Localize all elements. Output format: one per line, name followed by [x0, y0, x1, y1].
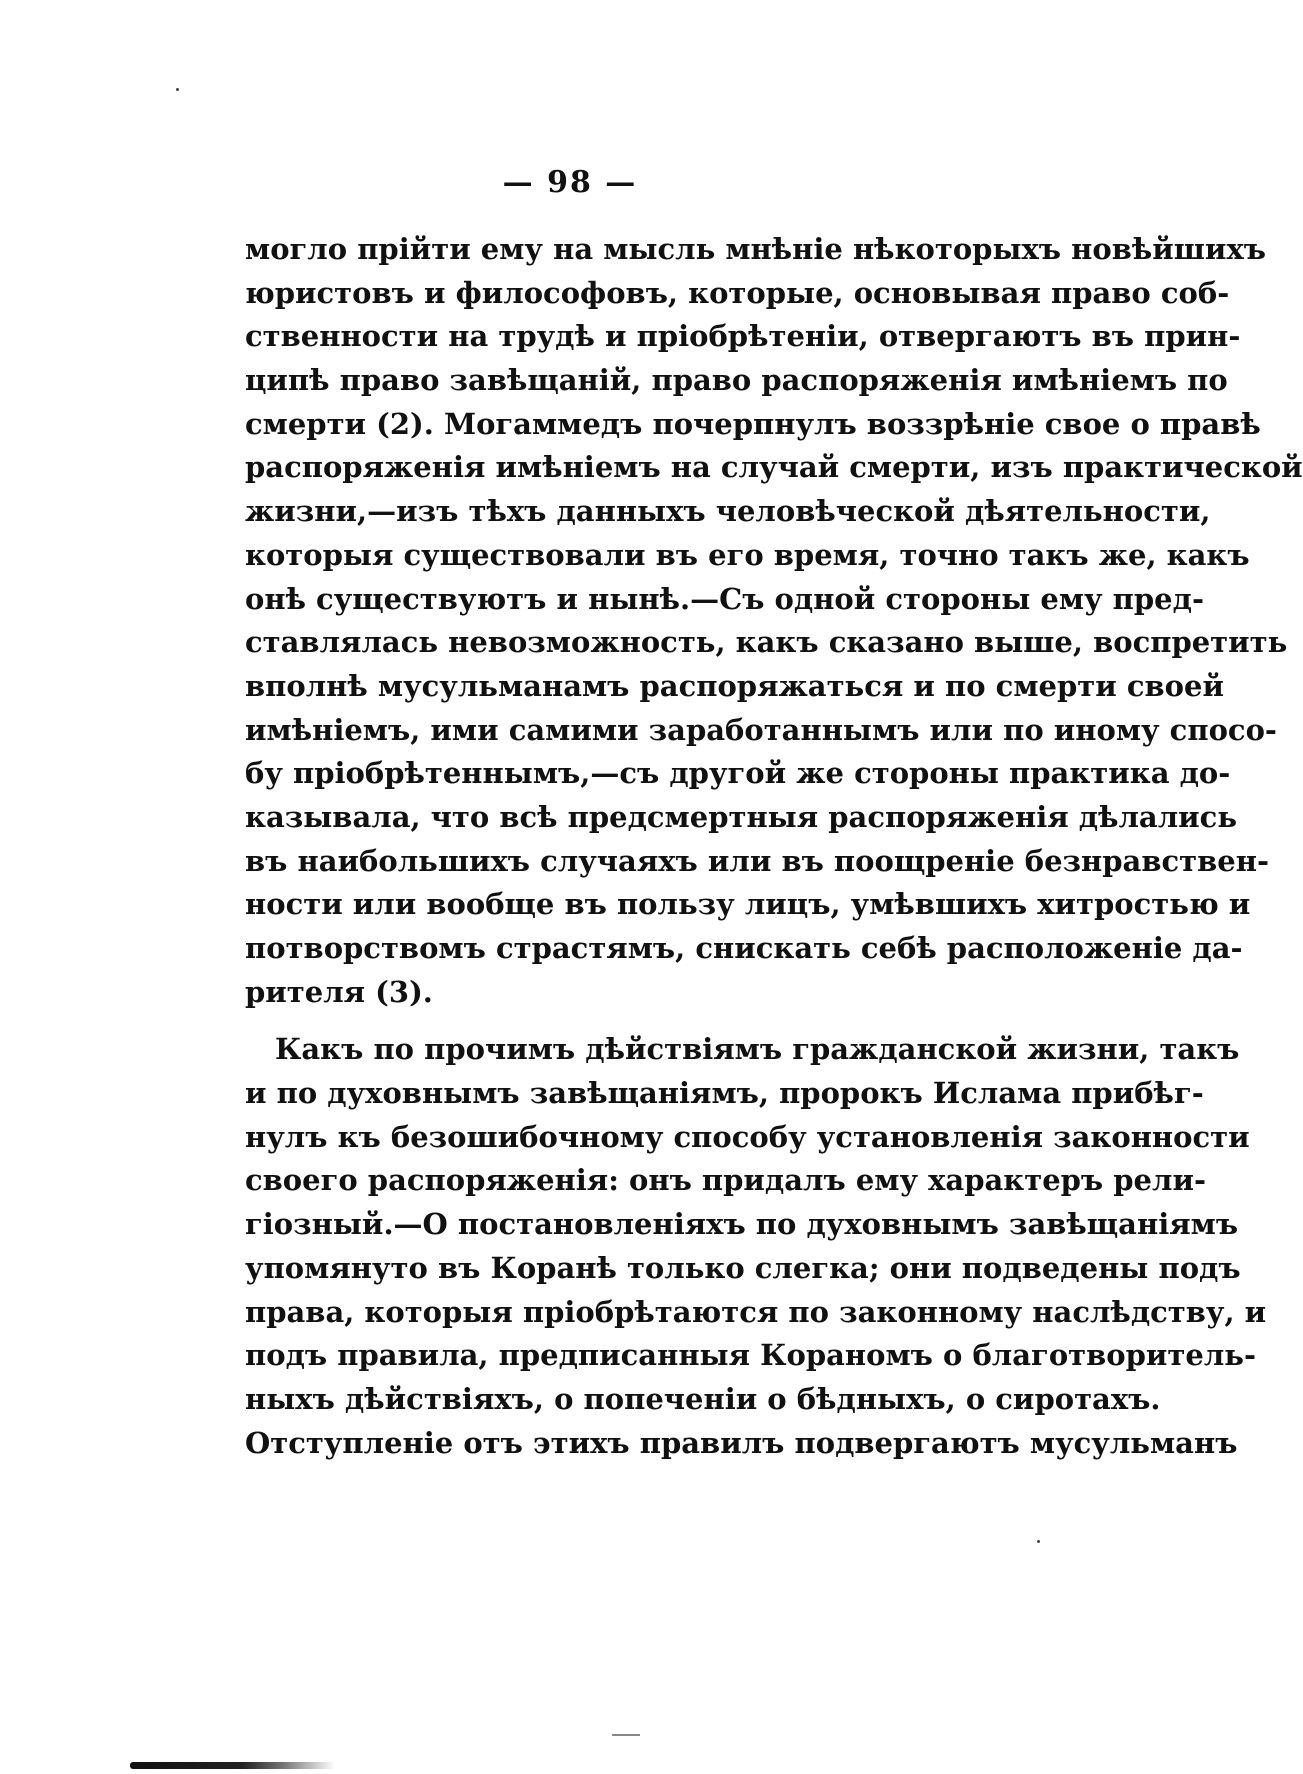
text-line: смерти (2). Могаммедъ почерпнулъ воззрѣніе свое о правѣ	[245, 406, 1261, 441]
text-line: вполнѣ мусульманамъ распоряжаться и по смерти своей	[245, 668, 1224, 703]
text-line: ципѣ право завѣщаній, право распоряженія имѣніемъ по	[245, 363, 1228, 398]
text-line: ности или вообще въ пользу лицъ, умѣвшихъ хитростью и	[245, 887, 1251, 922]
text-line: ставлялась невозможность, какъ сказано выше, воспретить	[245, 625, 1288, 660]
scan-speck	[176, 88, 179, 91]
text-line: имѣніемъ, ими самими заработаннымъ или по иному спосо-	[245, 712, 1277, 747]
text-line: потворствомъ страстямъ, снискать себѣ расположеніе да-	[245, 931, 1243, 965]
text-line: права, которыя пріобрѣтаются по законному наслѣдству, и	[245, 1294, 1267, 1329]
paragraph-gap	[245, 1014, 990, 1028]
body-text	[245, 228, 1303, 1465]
text-line: рителя (3).	[245, 974, 433, 1009]
page-number: — 98 —	[502, 165, 638, 200]
text-line: распоряженія имѣніемъ на случай смерти, изъ практической	[245, 450, 1303, 485]
text-line: юристовъ и философовъ, которые, основывая право соб-	[245, 275, 1230, 310]
text-line: которыя существовали въ его время, точно такъ же, какъ	[245, 537, 1250, 572]
text-line: Какъ по прочимъ дѣйствіямъ гражданской жизни, такъ	[275, 1032, 1240, 1067]
scan-edge-smudge	[130, 1762, 335, 1769]
text-line: Отступленіе отъ этихъ правилъ подвергаютъ мусульманъ	[245, 1425, 1238, 1460]
text-line: въ наибольшихъ случаяхъ или въ поощреніе безнравствен-	[245, 843, 1269, 878]
text-line: упомянуто въ Коранѣ только слегка; они подведены подъ	[245, 1250, 1241, 1285]
text-line: казывала, что всѣ предсмертныя распоряженія дѣлались	[245, 799, 1238, 834]
text-line: жизни,—изъ тѣхъ данныхъ человѣческой дѣятельности,	[245, 494, 1211, 529]
paragraph-2	[245, 1028, 1267, 1465]
text-line: онѣ существуютъ и нынѣ.—Съ одной стороны ему пред-	[245, 581, 1204, 616]
text-line: ныхъ дѣйствіяхъ, о попеченіи о бѣдныхъ, о сиротахъ.	[245, 1381, 1161, 1416]
scan-mark	[612, 1734, 640, 1736]
text-line: нулъ къ безошибочному способу установленія законности	[245, 1119, 1250, 1154]
text-line: бу пріобрѣтеннымъ,—съ другой же стороны практика до-	[245, 756, 1231, 791]
paragraph-1	[245, 228, 1303, 1014]
text-line: и по духовнымъ завѣщаніямъ, пророкъ Ислама прибѣг-	[245, 1076, 1204, 1111]
scan-speck	[1037, 1540, 1040, 1543]
text-line: гіозный.—О постановленіяхъ по духовнымъ завѣщаніямъ	[245, 1207, 1239, 1242]
text-line: ственности на трудѣ и пріобрѣтеніи, отвергаютъ въ прин-	[245, 319, 1241, 354]
text-line: своего распоряженія: онъ придалъ ему характеръ рели-	[245, 1163, 1206, 1198]
text-line: могло прійти ему на мысль мнѣніе нѣкоторыхъ новѣйшихъ	[245, 232, 1266, 266]
text-line: подъ правила, предписанныя Кораномъ о благотворитель-	[245, 1338, 1256, 1373]
